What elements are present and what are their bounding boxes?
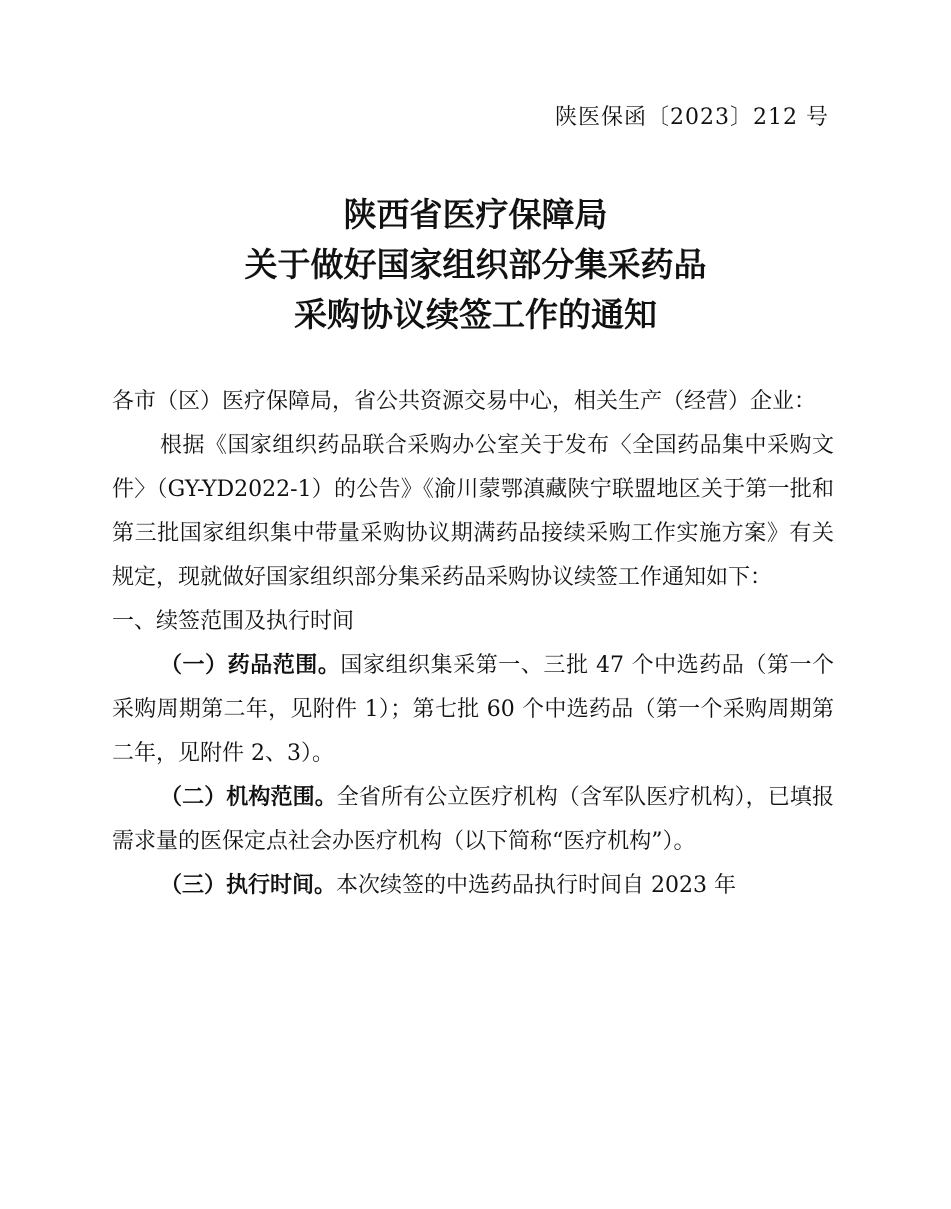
section-1-heading: 一、续签范围及执行时间 xyxy=(112,609,355,634)
section-1-item-2 xyxy=(112,776,834,864)
item-3-lead: （三）执行时间。 xyxy=(160,873,337,898)
item-2-text: 全省所有公立医疗机构（含军队医疗机构），已填报需求量的医保定点社会办医疗机构（以下简称“医疗机构”）。 xyxy=(112,785,834,854)
title-line-2: 关于做好国家组织部分集采药品 xyxy=(244,245,707,284)
document-body xyxy=(112,380,834,908)
item-1-text: 国家组织集采第一、三批 47 个中选药品（第一个采购周期第二年，见附件 1）；第七批 60 个中选药品（第一个采购周期第二年，见附件 2、3）。 xyxy=(112,653,834,766)
item-1-lead: （一）药品范围。 xyxy=(160,653,341,678)
intro-paragraph: 根据《国家组织药品联合采购办公室关于发布〈全国药品集中采购文件〉（GY-YD2022-1）的公告》《渝川蒙鄂滇藏陕宁联盟地区关于第一批和第三批国家组织集中带量采购协议期满药品接续采购工作实施方案》有关规定，现就做好国家组织部分集采药品采购协议续签工作通知如下： xyxy=(112,433,834,590)
section-1-item-3 xyxy=(112,864,834,908)
document-title xyxy=(0,190,951,340)
addressee: 各市（区）医疗保障局，省公共资源交易中心，相关生产（经营）企业： xyxy=(112,389,817,414)
section-1-item-1 xyxy=(112,644,834,776)
item-2-lead: （二）机构范围。 xyxy=(160,785,337,810)
title-line-1: 陕西省医疗保障局 xyxy=(343,195,608,234)
title-line-3: 采购协议续签工作的通知 xyxy=(294,295,657,334)
item-3-text: 本次续签的中选药品执行时间自 2023 年 xyxy=(336,873,736,898)
document-number: 陕医保函〔2023〕212 号 xyxy=(555,105,829,130)
